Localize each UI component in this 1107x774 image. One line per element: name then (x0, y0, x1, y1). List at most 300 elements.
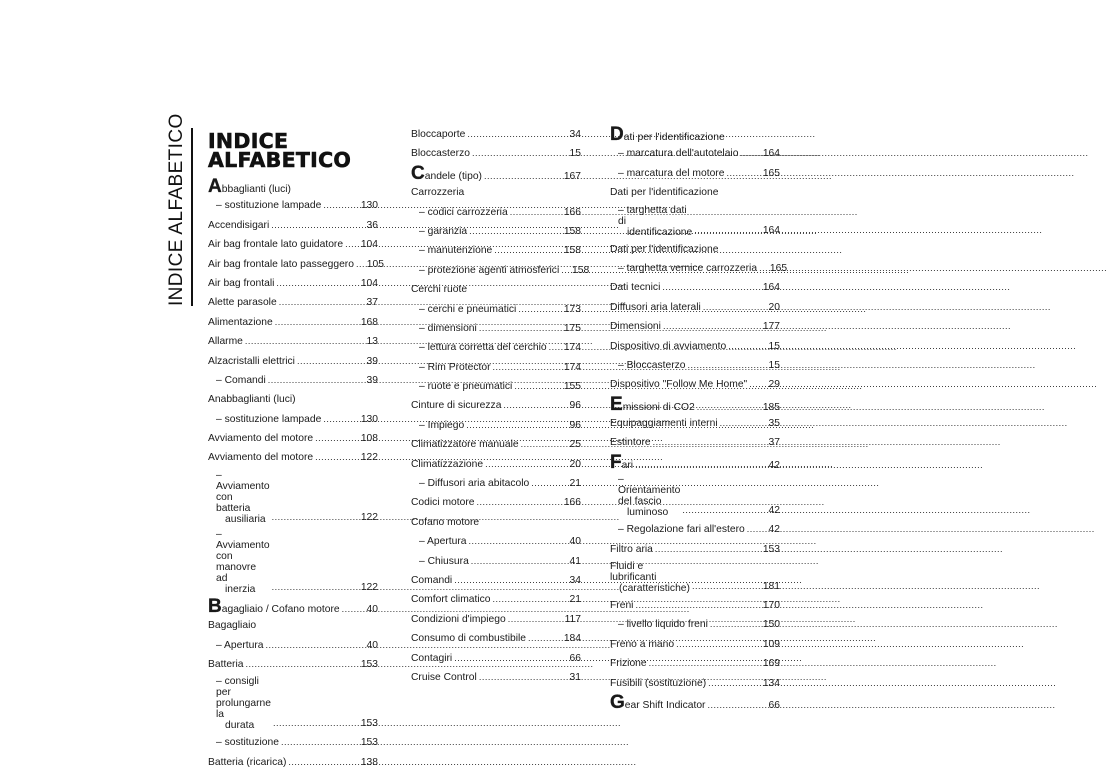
entry-label: Allarme (208, 336, 243, 348)
entry-label (216, 470, 270, 525)
entry-label-rest: bbaglianti (luci) (221, 184, 291, 195)
entry-label: – Comandi (216, 374, 266, 386)
entry-label-line-2: (caratteristiche) (619, 583, 690, 595)
entry-label: Anabbaglianti (luci) (208, 394, 296, 406)
dot-leader (471, 554, 561, 569)
page-number: 153 (360, 737, 378, 749)
entry-label-rest: ati per l'identificazione (623, 132, 725, 143)
dot-leader (345, 237, 358, 252)
page-number: 155 (563, 381, 581, 393)
dot-leader (469, 534, 561, 549)
entry-label-rest: agagliaio / Cofano motore (221, 603, 340, 615)
entry-label: – livello liquido freni (618, 619, 708, 631)
dot-leader (655, 542, 760, 557)
entry-label: – targhetta vernice carrozzeria (618, 262, 758, 274)
page-number: 164 (762, 282, 780, 294)
page-number: 158 (563, 225, 581, 237)
page-number: 181 (762, 581, 780, 593)
entry-label-line-2: ausiliaria (225, 513, 266, 525)
dot-leader (503, 398, 561, 413)
dot-leader (531, 476, 561, 491)
entry-label: Dispositivo di avviamento (610, 340, 727, 352)
page-number: 40 (366, 639, 378, 651)
entry-label: – Chiusura (419, 555, 469, 567)
page-number: 185 (762, 401, 780, 413)
index-entry (208, 373, 378, 392)
page-number: 104 (360, 277, 378, 289)
entry-label: – garanzia (419, 225, 468, 237)
page-number: 21 (569, 594, 581, 606)
entry-label-line-2: durata (225, 720, 255, 732)
entry-label: – Regolazione fari all'estero (618, 524, 745, 536)
page-number: 31 (569, 671, 581, 683)
dot-leader (676, 637, 760, 652)
entry-label: Avviamento del motore (208, 433, 314, 445)
page-number: 130 (360, 200, 378, 212)
dot-leader (342, 602, 358, 617)
index-entry (610, 598, 780, 617)
page-title-line-2: ALFABETICO (208, 148, 352, 172)
page-number: 96 (569, 400, 581, 412)
page-number: 165 (762, 167, 780, 179)
page-title-line-1: INDICE (208, 129, 289, 153)
index-column-1 (208, 127, 384, 774)
index-entry (411, 554, 581, 573)
index-entry (208, 638, 378, 657)
side-tab (162, 113, 192, 306)
dot-leader (694, 223, 760, 238)
entry-label: Accendisigari (208, 219, 270, 231)
entry-label: Dati per l'identificazione (610, 187, 719, 199)
entry-label: – protezione agenti atmosferici (419, 264, 560, 276)
entry-label (411, 162, 482, 184)
entry-label: – Bloccasterzo (618, 359, 686, 371)
entry-label: Batteria (ricarica) (208, 756, 287, 768)
dot-leader (279, 295, 358, 310)
page-number: 15 (569, 148, 581, 160)
dot-leader (288, 755, 358, 770)
dot-leader (315, 450, 358, 465)
index-entry (411, 243, 581, 262)
page-number: 40 (366, 603, 378, 615)
index-entry (610, 261, 788, 280)
section-letter: F (610, 451, 622, 473)
entry-label: – manutenzione (419, 245, 493, 257)
dot-leader (726, 166, 760, 181)
index-entry (610, 205, 780, 242)
index-entry (411, 515, 581, 534)
index-entry (208, 529, 378, 599)
entry-label: – Diffusori aria abitacolo (419, 478, 530, 490)
dot-leader (454, 573, 561, 588)
index-entry (610, 617, 780, 636)
dot-leader (749, 377, 760, 392)
index-entry (411, 263, 590, 282)
dot-leader (356, 257, 364, 272)
dot-leader (708, 676, 760, 691)
entry-label (610, 393, 695, 415)
page-number: 134 (762, 677, 780, 689)
dot-leader (688, 358, 760, 373)
index-entry (208, 470, 378, 529)
page-number: 42 (768, 524, 780, 536)
dot-leader (682, 503, 760, 518)
index-entry (208, 354, 378, 373)
entry-label: Climatizzatore manuale (411, 439, 519, 451)
page-number: 167 (563, 170, 581, 182)
index-entry (610, 393, 780, 416)
entry-label: Bloccaporte (411, 129, 466, 140)
entry-label: – Impiego (419, 419, 465, 431)
entry-label: Cerchi ruote (411, 284, 468, 296)
entry-label (618, 205, 692, 238)
index-entry (208, 257, 384, 276)
dot-leader (521, 437, 561, 452)
entry-label: Fusibili (sostituzione) (610, 677, 707, 689)
entry-label: Codici motore (411, 497, 475, 509)
page-number: 153 (360, 718, 378, 730)
index-entry (208, 198, 378, 217)
index-entry (411, 534, 581, 553)
index-entry (411, 282, 581, 301)
entry-label: Cofano motore (411, 516, 480, 528)
dot-leader (635, 458, 760, 473)
index-entry (208, 276, 378, 295)
index-entry (411, 398, 581, 417)
index-entry (411, 146, 581, 165)
entry-label: Alimentazione (208, 316, 273, 328)
page-number: 37 (366, 297, 378, 309)
index-entry (610, 377, 780, 396)
entry-label: Alette parasole (208, 297, 277, 309)
index-entry (610, 522, 780, 541)
index-entry (411, 670, 581, 689)
page-number: 15 (768, 359, 780, 371)
dot-leader (472, 146, 561, 161)
dot-leader (273, 716, 358, 731)
page-number: 153 (762, 543, 780, 555)
page-number: 37 (768, 437, 780, 449)
dot-leader (276, 276, 358, 291)
entry-label: Cruise Control (411, 671, 477, 683)
page-number: 177 (762, 321, 780, 333)
dot-leader (728, 339, 760, 354)
page-number: 15 (768, 340, 780, 352)
entry-label: Climatizzazione (411, 458, 484, 470)
index-entry (610, 300, 780, 319)
section-letter: B (208, 595, 222, 617)
dot-leader (493, 592, 561, 607)
dot-leader (720, 416, 760, 431)
index-entry (411, 573, 581, 592)
dot-leader (479, 321, 561, 336)
index-entry (208, 315, 378, 334)
dot-leader (703, 300, 760, 315)
index-entry (208, 431, 378, 450)
index-entry (411, 224, 581, 243)
entry-label: Freno a mano (610, 638, 675, 650)
index-entry (208, 657, 378, 676)
dot-leader (707, 698, 760, 713)
index-entry (411, 592, 581, 611)
index-entry (411, 379, 581, 398)
page-number: 169 (762, 658, 780, 670)
dot-leader (493, 360, 561, 375)
dot-leader (272, 580, 358, 595)
entry-label: Dispositivo "Follow Me Home" (610, 379, 748, 391)
index-entry (208, 392, 378, 411)
page-number: 66 (768, 699, 780, 711)
entry-label: Batteria (208, 659, 244, 671)
page-number: 34 (569, 129, 581, 140)
dot-leader (297, 354, 358, 369)
entry-label-rest: andele (tipo) (424, 170, 482, 182)
entry-label: Comandi (411, 574, 453, 586)
dot-leader (549, 340, 561, 355)
index-entry (610, 319, 780, 338)
page-number: 117 (564, 613, 581, 625)
entry-label-line-1: – Avviamento con manovre ad (216, 528, 270, 584)
entry-label: Bloccasterzo (411, 148, 470, 160)
page-number: 108 (360, 433, 378, 445)
index-entry (411, 185, 581, 204)
entry-label: – ruote e pneumatici (419, 381, 513, 393)
page-number: 20 (768, 301, 780, 313)
dot-leader (561, 263, 569, 278)
entry-label: Filtro aria (610, 543, 653, 555)
dot-leader (466, 418, 561, 433)
index-entry (610, 435, 780, 454)
page-number: 13 (366, 336, 378, 348)
page-number: 122 (360, 452, 378, 464)
index-entry (610, 561, 780, 598)
page-number: 66 (569, 652, 581, 664)
entry-label-line-1: – targhetta dati di (618, 204, 687, 227)
entry-label: – sostituzione lampade (216, 413, 322, 425)
entry-label: – cerchi e pneumatici (419, 303, 517, 315)
index-entry (610, 676, 780, 695)
entry-label-rest: ear Shift Indicator (624, 699, 706, 711)
dot-leader (494, 243, 561, 258)
entry-label (610, 124, 725, 145)
index-entry (610, 242, 780, 261)
entry-label: Air bag frontale lato guidatore (208, 239, 344, 251)
page-number: 175 (563, 322, 581, 334)
dot-leader (710, 617, 760, 632)
index-entry (411, 651, 581, 670)
page-number: 109 (762, 638, 780, 650)
entry-label-line-2: inerzia (225, 583, 256, 595)
dot-leader (692, 579, 760, 594)
page-number: 105 (366, 258, 384, 270)
index-entry (208, 334, 378, 353)
dot-leader (477, 495, 561, 510)
index-entry (411, 457, 581, 476)
page-number: 168 (360, 316, 378, 328)
index-entry (610, 474, 780, 522)
index-entry (610, 185, 780, 204)
page-number: 165 (769, 262, 788, 274)
dot-leader (323, 412, 358, 427)
entry-label: Cinture di sicurezza (411, 400, 502, 412)
dot-leader (635, 598, 760, 613)
page-number: 96 (569, 419, 581, 431)
index-entry (208, 595, 378, 618)
dot-leader (479, 670, 561, 685)
dot-leader (272, 510, 358, 525)
index-entry (208, 735, 378, 754)
page-number: 184 (563, 633, 581, 645)
entry-label: – marcatura dell'autotelaio (618, 148, 739, 160)
dot-leader (759, 261, 767, 276)
entry-label (610, 561, 690, 594)
page-number: 170 (762, 600, 780, 612)
section-letter: E (610, 393, 623, 415)
entry-label: – Rim Protector (419, 361, 491, 373)
dot-leader (697, 400, 760, 415)
dot-leader (467, 127, 561, 142)
dot-leader (271, 218, 358, 233)
page-number: 25 (569, 439, 581, 451)
page-title (208, 129, 378, 172)
entry-label: – lettura corretta del cerchio (419, 342, 547, 354)
index-entry (208, 755, 378, 774)
dot-leader (663, 319, 760, 334)
entry-label (610, 691, 706, 713)
section-letter: G (610, 691, 625, 713)
index-entry (411, 302, 581, 321)
page-number: 166 (563, 497, 581, 509)
index-entry (610, 124, 780, 146)
index-entry (411, 205, 581, 224)
entry-label: Estintore (610, 437, 651, 449)
dot-leader (508, 612, 561, 627)
entry-label-rest: missioni di CO2 (622, 401, 695, 413)
entry-label (618, 474, 680, 518)
page-number: 39 (366, 374, 378, 386)
entry-label: – dimensioni (419, 322, 477, 334)
index-entry (411, 437, 581, 456)
index-entry (411, 495, 581, 514)
dot-leader (653, 435, 760, 450)
page-number: 130 (360, 413, 378, 425)
dot-leader (268, 373, 358, 388)
entry-label: Freni (610, 600, 634, 612)
dot-leader (281, 735, 358, 750)
entry-label: Carrozzeria (411, 187, 465, 199)
dot-leader (245, 334, 358, 349)
dot-leader (518, 302, 561, 317)
dot-leader (275, 315, 358, 330)
index-entry (610, 339, 780, 358)
page-number: 42 (768, 505, 780, 517)
page-number: 150 (762, 619, 780, 631)
page-number: 36 (366, 219, 378, 231)
entry-label (216, 676, 271, 731)
dot-leader (514, 379, 561, 394)
entry-label: Contagiri (411, 652, 453, 664)
index-entry (208, 450, 378, 469)
entry-label-line-2: luminoso (627, 507, 669, 519)
side-tab-text: INDICE ALFABETICO (166, 113, 187, 306)
entry-label: Frizione (610, 658, 647, 670)
page-number: 173 (563, 303, 581, 315)
index-entry (411, 162, 581, 185)
index-entry (411, 340, 581, 359)
entry-label: Dati tecnici (610, 282, 661, 294)
page-number: 164 (762, 148, 780, 160)
entry-label-line-1: – Orientamento del fascio (618, 474, 681, 508)
index-entry (610, 280, 780, 299)
index-entry (411, 631, 581, 650)
entry-label: Dimensioni (610, 321, 661, 333)
page-number: 122 (360, 581, 378, 593)
page-number: 174 (563, 342, 581, 354)
page-number: 138 (360, 756, 378, 768)
entry-label: – Apertura (419, 536, 467, 548)
side-tab-rule (191, 128, 193, 306)
dot-leader (315, 431, 358, 446)
page-number: 34 (569, 574, 581, 586)
entry-label-line-1: – consigli per prolungarne la (216, 676, 271, 721)
page-number: 41 (569, 555, 581, 567)
dot-leader (528, 631, 561, 646)
index-entry (411, 418, 581, 437)
dot-leader (662, 280, 760, 295)
entry-label: – sostituzione (216, 737, 279, 749)
entry-label: Alzacristalli elettrici (208, 355, 295, 367)
entry-label: – sostituzione lampade (216, 200, 322, 212)
index-entry (208, 176, 378, 198)
entry-label: Condizioni d'impiego (411, 613, 506, 625)
page-number: 40 (569, 536, 581, 548)
dot-leader (266, 638, 358, 653)
index-entry (208, 218, 378, 237)
entry-label: – marcatura del motore (618, 167, 725, 179)
section-letter: C (411, 162, 425, 184)
page-number: 164 (762, 224, 780, 236)
index-entry (610, 416, 780, 435)
entry-label (208, 595, 340, 617)
entry-label: Air bag frontale lato passeggero (208, 258, 354, 270)
index-entry (411, 476, 581, 495)
dot-leader (469, 224, 561, 239)
dot-leader (484, 169, 561, 184)
index-entry (610, 656, 780, 675)
entry-label: – codici carrozzeria (419, 206, 508, 218)
dot-leader (649, 656, 760, 671)
index-entry (411, 612, 581, 631)
index-entry (208, 618, 378, 637)
entry-label: Dati per l'identificazione (610, 243, 719, 255)
index-column-2 (411, 127, 590, 689)
index-entry (411, 360, 581, 379)
page-number: 39 (366, 355, 378, 367)
page-number: 21 (569, 478, 581, 490)
index-entry (610, 166, 780, 185)
page-number: 122 (360, 511, 378, 523)
page-number: 158 (572, 264, 590, 276)
entry-label: Comfort climatico (411, 594, 491, 606)
entry-label: Air bag frontali (208, 277, 275, 289)
entry-label-line-1: – Avviamento con batteria (216, 469, 270, 514)
section-letter: A (208, 176, 222, 197)
index-entry (610, 637, 780, 656)
page-number: 158 (563, 245, 581, 257)
index-entry (610, 146, 780, 165)
entry-label-line-1: Fluidi e lubrificanti (610, 561, 657, 584)
entry-label: Diffusori aria laterali (610, 301, 701, 313)
